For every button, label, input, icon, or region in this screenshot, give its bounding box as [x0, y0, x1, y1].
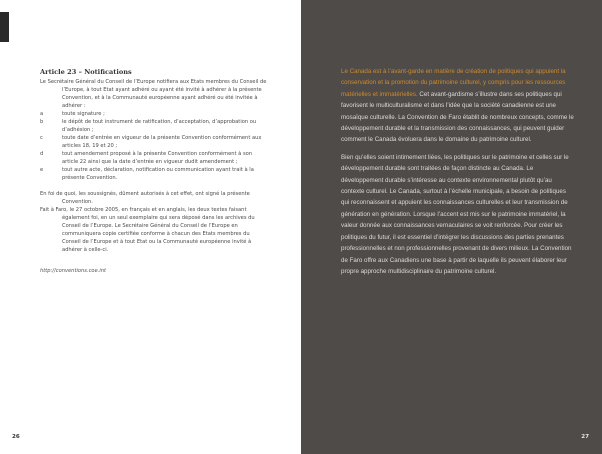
- list-marker: e: [40, 167, 44, 174]
- page-number-left: 26: [12, 434, 20, 440]
- highlighted-lead-text: Le Canada est à l’avant-garde en matière de création de politiques qui appuient la conservation et la promotion du patrimoine culturel, y compris pour les ressources matérielles et immatérielles.: [341, 68, 566, 98]
- list-marker: c: [40, 134, 43, 141]
- list-item-text: toute date d’entrée en vigueur de la présente Convention conformément aux articles 18, 19 et 20 ;: [62, 134, 262, 149]
- left-page-content: [40, 68, 268, 275]
- list-item: [40, 118, 268, 134]
- corner-tab-marker: [0, 12, 9, 42]
- witness-clause: En foi de quoi, les soussignés, dûment autorisés à cet effet, ont signé la présente Convention.: [40, 191, 250, 206]
- list-item: [40, 134, 268, 150]
- right-page-content: [341, 66, 574, 277]
- list-item: [40, 150, 268, 166]
- list-item: [40, 110, 268, 118]
- list-marker: b: [40, 118, 44, 125]
- list-item-text: toute signature ;: [62, 110, 105, 117]
- list-item: [40, 166, 268, 182]
- list-item-text: le dépôt de tout instrument de ratification, d’acceptation, d’approbation ou d’adhésion ;: [62, 118, 257, 133]
- done-at-clause: Fait à Faro, le 27 octobre 2005, en français et en anglais, les deux textes faisant également foi, en un seul exemplaire qui sera déposé dans les archives du Conseil de l’Europe. Le Secrétaire Général du Conseil de l’Europe en communiquera copie certifiée conforme à chacun des Etats membres du Conseil de l’Europe et à tout Etat ou la Communauté européenne invité à adhérer à celle-ci.: [40, 207, 255, 254]
- paragraph-intro-rest: Cet avant-gardisme s’illustre dans ses politiques qui favorisent le multiculturalisme et dans l’idée que la société canadienne est une mosaïque culturelle. La Convention de Faro établit de nombreux concepts, comme le développement durable et la transmission des connaissances, qui peuvent guider comment le Canada évoluera dans le domaine du patrimoine culturel.: [341, 90, 574, 144]
- list-marker: d: [40, 150, 44, 157]
- spacer: [40, 254, 268, 267]
- list-item-text: tout amendement proposé à la présente Convention conformément à son article 22 ainsi que la date d’entrée en vigueur dudit amendement ;: [62, 150, 253, 165]
- right-page: [301, 0, 602, 454]
- article-title: Article 23 – Notifications: [40, 68, 132, 76]
- spacer: [40, 182, 268, 190]
- notification-list: [40, 110, 268, 182]
- list-marker: a: [40, 110, 44, 117]
- paragraph-policies: Bien qu’elles soient intimement liées, les politiques sur le patrimoine et celles sur le développement durable sont traitées de façon distincte au Canada. Le développement durable s’intéresse au contexte environnemental plutôt qu’au contexte culturel. Le Canada, surtout à l’échelle municipale, a besoin de politiques qui reconnaissent et appuient les connaissances culturelles et leur transmission de génération en génération. Lorsque l’accent est mis sur le patrimoine immatériel, la valeur donnée aux connaissances vernaculaires se voit renforcée. Pour créer les politiques du futur, il est essentiel d’intégrer les discussions des parties prenantes professionnelles et non professionnelles provenant de divers milieux. La Convention de Faro offre aux Canadiens une base à partir de laquelle ils peuvent élaborer leur propre approche multidisciplinaire du patrimoine culturel.: [341, 153, 572, 275]
- list-item-text: tout autre acte, déclaration, notification ou communication ayant trait à la présente Convention.: [62, 167, 254, 182]
- page-number-right: 27: [581, 434, 589, 440]
- paragraph-intro: [341, 66, 574, 146]
- article-intro: Le Secrétaire Général du Conseil de l’Europe notifiera aux Etats membres du Conseil de l’Europe, à tout Etat ayant adhéré ou ayant été invité à adhérer à la présente Convention, et à la Communauté européenne ayant adhéré ou été invitée à adhérer :: [40, 78, 267, 109]
- conventions-link[interactable]: http://conventions.coe.int: [40, 268, 107, 275]
